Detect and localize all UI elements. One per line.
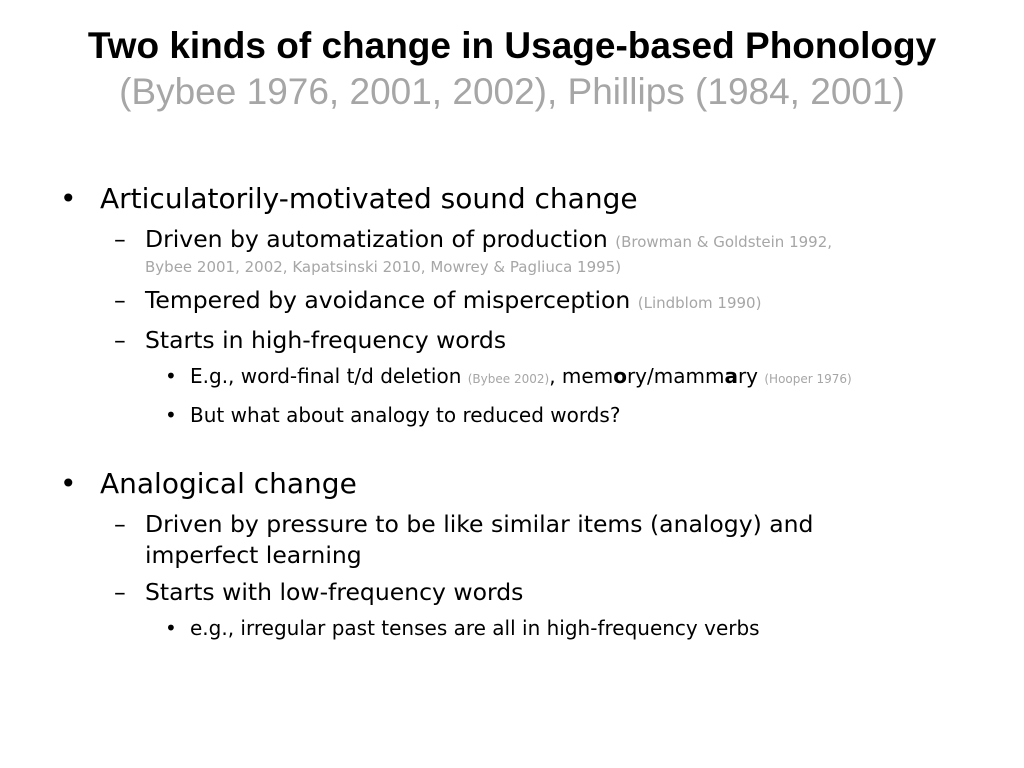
dash-marker: – <box>114 578 126 606</box>
bullet-marker: • <box>165 364 177 388</box>
dash-marker: – <box>114 286 126 314</box>
title-main: Two kinds of change in Usage-based Phonology <box>87 25 937 66</box>
bullet-list <box>58 180 958 642</box>
sub-sub-bullet-item <box>58 401 958 429</box>
citation: (Bybee 2002) <box>467 372 550 386</box>
sub-bullet-continuation <box>58 540 958 571</box>
bullet-item <box>58 465 958 503</box>
sub-sub-bullet-item <box>58 614 958 642</box>
sub-sub-bullet-text: e.g., irregular past tenses are all in high-frequency verbs <box>190 616 760 640</box>
sub-bullet-text: Driven by pressure to be like similar items (analogy) and <box>145 510 814 538</box>
sub-bullet-continuation <box>58 254 958 277</box>
sub-bullet-text: Tempered by avoidance of misperception <box>145 286 631 314</box>
comma: , <box>549 364 556 388</box>
bullet-marker: • <box>60 182 77 215</box>
bullet-marker: • <box>165 403 177 427</box>
dash-marker: – <box>114 326 126 354</box>
sub-sub-bullet-text: But what about analogy to reduced words? <box>190 403 621 427</box>
title-subtitle: (Bybee 1976, 2001, 2002), Phillips (1984, 2001) <box>119 71 905 112</box>
dash-marker: – <box>114 225 126 253</box>
example-word: memory/mammary <box>561 364 758 388</box>
bullet-item <box>58 180 958 218</box>
sub-bullet-item <box>58 577 958 608</box>
sub-bullet-item <box>58 325 958 356</box>
sub-sub-bullet-item <box>58 362 958 393</box>
sub-bullet-text: imperfect learning <box>145 541 362 569</box>
sub-bullet-text: Starts with low-frequency words <box>145 578 524 606</box>
bullet-text: Articulatorily-motivated sound change <box>100 182 638 215</box>
sub-bullet-item <box>58 224 958 258</box>
citation: (Hooper 1976) <box>764 372 852 386</box>
slide-title <box>0 22 1024 114</box>
sub-bullet-text: Driven by automatization of production <box>145 225 608 253</box>
sub-bullet-item <box>58 509 958 540</box>
sub-bullet-item <box>58 285 958 319</box>
bullet-marker: • <box>165 616 177 640</box>
citation: (Browman & Goldstein 1992, <box>615 233 833 251</box>
sub-sub-bullet-text: E.g., word-final t/d deletion <box>190 364 462 388</box>
bullet-marker: • <box>60 467 77 500</box>
bullet-text: Analogical change <box>100 467 357 500</box>
sub-bullet-text: Starts in high-frequency words <box>145 326 507 354</box>
citation: Bybee 2001, 2002, Kapatsinski 2010, Mowrey & Pagliuca 1995) <box>145 258 622 276</box>
dash-marker: – <box>114 510 126 538</box>
citation: (Lindblom 1990) <box>637 294 762 312</box>
